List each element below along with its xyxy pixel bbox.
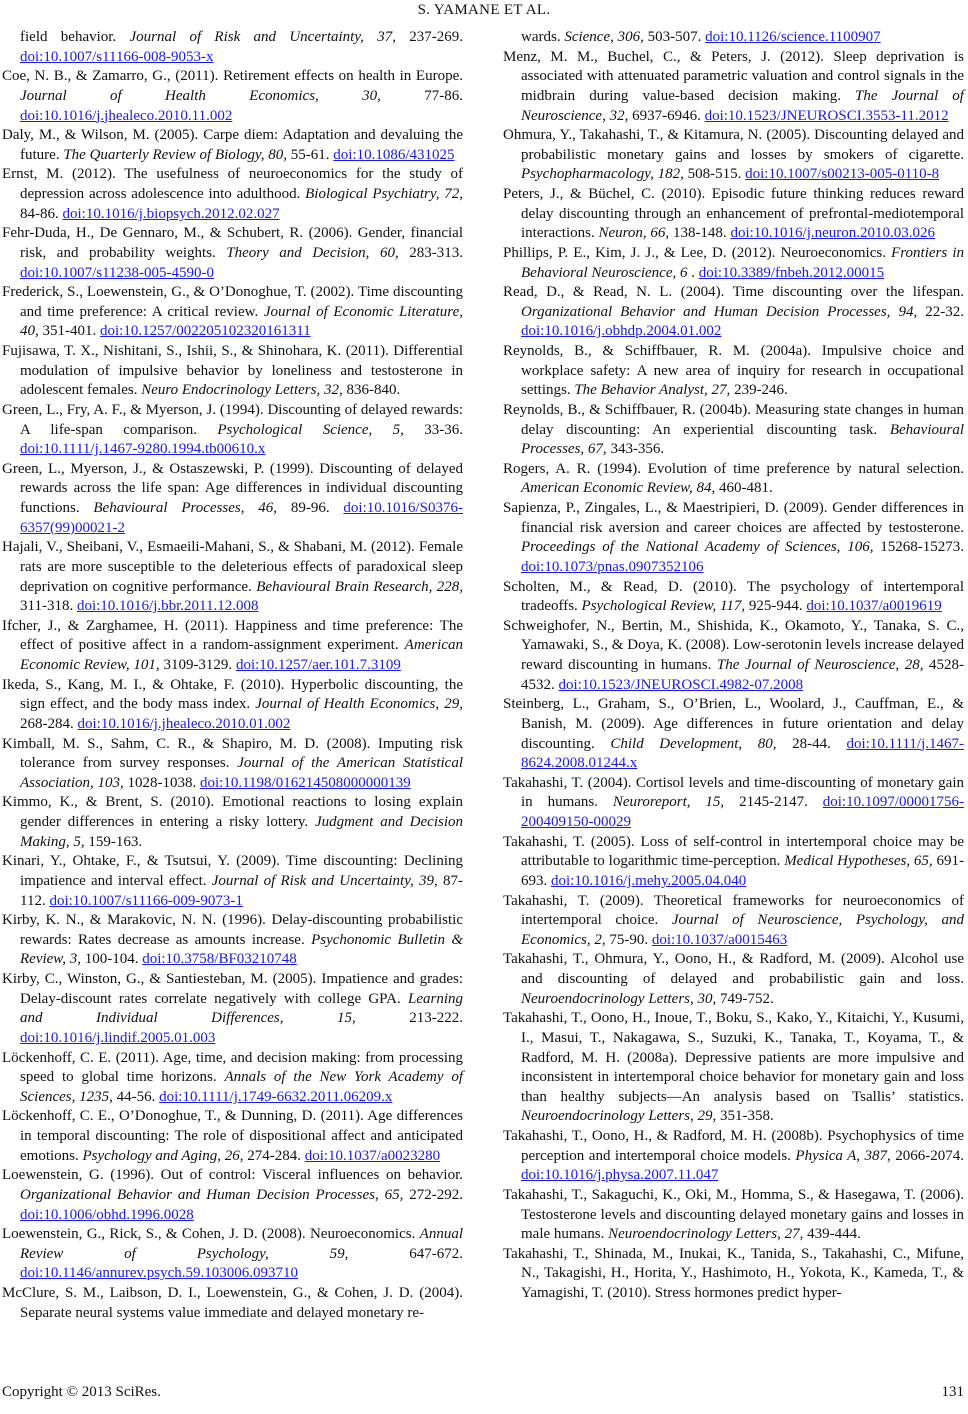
reference-entry: [503, 126, 964, 185]
reference-entry: [503, 578, 964, 617]
reference-text: 836-840.: [342, 382, 401, 399]
reference-text: Ikeda, S., Kang, M. I., & Ohtake, F. (2010). Hyperbolic discounting, the sign effect, and the body mass index.: [2, 676, 463, 713]
reference-text: Reynolds, B., & Schiffbauer, R. M. (2004a). Impulsive choice and workplace safety: A new area of inquiry for research in occupational settings.: [503, 343, 964, 399]
reference-text: 75-90.: [605, 931, 652, 948]
reference-text: wards.: [521, 29, 565, 45]
doi-link[interactable]: doi:10.1111/j.1467-8624.2008.01244.x: [521, 735, 964, 772]
reference-text: 311-318.: [20, 598, 77, 615]
doi-link[interactable]: doi:10.1097/00001756-200409150-00029: [521, 794, 964, 830]
reference-text: Takahashi, T., Oono, H., & Radford, M. H. (2008b). Psychophysics of time perception and intertemporal choice models.: [503, 1128, 964, 1164]
reference-text: Frederick, S., Loewenstein, G., & O’Donoghue, T. (2002). Time discounting and time preference: A critical review.: [2, 284, 463, 320]
reference-text: Loewenstein, G. (1996). Out of control: Visceral influences on behavior.: [2, 1167, 463, 1184]
reference-text: Daly, M., & Wilson, M. (2005). Carpe diem: Adaptation and devaluing the future.: [2, 127, 463, 163]
reference-entry: [2, 1166, 463, 1225]
reference-text: 138-148.: [669, 225, 731, 242]
reference-text: 6937-6946.: [628, 107, 705, 124]
journal-title: Physica A, 387,: [795, 1147, 891, 1164]
reference-text: Ifcher, J., & Zarghamee, H. (2011). Happiness and time preference: The effect of positive affect in a random-assignment experiment.: [2, 617, 463, 654]
reference-text: 2145-2147.: [724, 794, 823, 811]
reference-entry: [503, 244, 964, 283]
reference-text: 77-86.: [380, 87, 463, 104]
reference-entry: [503, 460, 964, 499]
doi-link[interactable]: doi:10.1126/science.1100907: [705, 29, 881, 45]
reference-text: Löckenhoff, C. E. (2011). Age, time, and decision making: from processing speed to global time horizons.: [2, 1049, 463, 1086]
journal-title: Journal of Neuroscience, Psychology, and Economics, 2,: [521, 912, 964, 948]
reference-entry: [503, 774, 964, 833]
reference-text: 1028-1038.: [123, 774, 200, 791]
journal-title: Psychological Review, 117,: [581, 598, 746, 615]
reference-entry: [2, 793, 463, 852]
doi-link[interactable]: doi:10.1523/JNEUROSCI.3553-11.2012: [704, 107, 949, 124]
reference-column-right: [503, 28, 964, 1304]
reference-text: Kirby, K. N., & Marakovic, N. N. (1996). Delay-discounting probabilistic rewards: Rates decrease as amounts increase.: [2, 912, 463, 948]
reference-text: Ernst, M. (2012). The usefulness of neuroeconomics for the study of depression across adolescence into adulthood.: [2, 166, 463, 202]
journal-title: Psychological Science, 5,: [217, 421, 404, 438]
reference-text: 508-515.: [683, 166, 746, 183]
reference-text: 749-752.: [716, 990, 774, 1007]
doi-link[interactable]: doi:10.1016/j.mehy.2005.04.040: [551, 872, 747, 889]
reference-entry: [2, 126, 463, 165]
journal-title: Journal of Economic Literature, 40,: [20, 303, 463, 340]
reference-text: 268-284.: [20, 715, 78, 732]
reference-text: 691-693.: [521, 853, 964, 889]
journal-title: Organizational Behavior and Human Decision Processes, 94,: [521, 303, 918, 320]
reference-text: Takahashi, T. (2005). Loss of self-control in intertemporal choice may be attributable to logarithmic time-perception.: [503, 833, 964, 870]
journal-title: Frontiers in Behavioral Neuroscience, 6: [521, 244, 965, 281]
reference-text: 22-32.: [917, 303, 964, 320]
doi-link[interactable]: doi:10.1037/a0023280: [304, 1147, 441, 1164]
reference-text: 4528-4532.: [521, 657, 965, 693]
reference-text: Reynolds, B., & Schiffbauer, R. (2004b). Measuring state changes in human delay discounting: An experiential discounting task.: [503, 401, 964, 438]
reference-text: Steinberg, L., Graham, S., O’Brien, L., Woolard, J., Cauffman, E., & Banish, M. (2009). Age differences in future orientation and delay discounting.: [503, 696, 964, 752]
doi-link[interactable]: doi:10.1016/j.jhealeco.2010.01.002: [77, 715, 291, 732]
reference-text: 87-112.: [20, 872, 463, 909]
journal-title: Science, 306,: [564, 29, 644, 45]
reference-entry: [2, 165, 463, 224]
journal-title: Journal of Risk and Uncertainty, 37,: [129, 29, 396, 45]
reference-text: Schweighofer, N., Bertin, M., Shishida, K., Okamoto, Y., Tanaka, S. C., Yamawaki, S., & Doya, K. (2008). Low-serotonin levels increase delayed reward discounting in humans.: [503, 617, 964, 673]
reference-text: 3109-3129.: [159, 657, 236, 673]
reference-entry: [503, 617, 964, 696]
reference-text: 55-61.: [287, 146, 334, 163]
reference-entry: [503, 950, 964, 1009]
reference-text: 84-86.: [20, 205, 63, 222]
doi-link[interactable]: doi:10.3758/BF03210748: [142, 951, 297, 968]
reference-text: Fehr-Duda, H., De Gennaro, M., & Schubert, R. (2006). Gender, financial risk, and probability weights.: [2, 225, 463, 261]
reference-entry: [2, 401, 463, 460]
journal-title: Medical Hypotheses, 65,: [784, 853, 933, 870]
reference-text: Fujisawa, T. X., Nishitani, S., Ishii, S., & Shinohara, K. (2011). Differential modulation of impulsive behavior by loneliness and testosterone in adolescent females.: [2, 343, 463, 399]
reference-text: 239-246.: [730, 382, 788, 399]
journal-title: Organizational Behavior and Human Decision Processes, 65,: [20, 1186, 404, 1203]
reference-entry: [503, 342, 964, 401]
reference-text: 925-944.: [745, 598, 807, 615]
journal-title: Journal of the American Statistical Association, 103,: [20, 755, 464, 791]
doi-link[interactable]: doi:10.1073/pnas.0907352106: [521, 558, 704, 575]
doi-link[interactable]: doi:10.1037/a0019619: [806, 598, 942, 615]
doi-link[interactable]: doi:10.1016/j.biopsych.2012.02.027: [62, 205, 280, 222]
doi-link[interactable]: doi:10.1016/j.obhdp.2004.01.002: [521, 323, 722, 340]
reference-entry: [503, 48, 964, 127]
journal-title: Behavioural Processes, 46,: [93, 500, 278, 516]
reference-entry: [2, 28, 463, 67]
reference-text: Sapienza, P., Zingales, L., & Maestripieri, D. (2009). Gender differences in financial risk aversion and career choices are affected by testosterone.: [503, 500, 964, 536]
reference-entry: [2, 911, 463, 970]
doi-link[interactable]: doi:10.1198/016214508000000139: [200, 774, 411, 791]
doi-link[interactable]: doi:10.1146/annurev.psych.59.103006.093710: [20, 1265, 299, 1282]
reference-text: Kirby, C., Winston, G., & Santiesteban, M. (2005). Impatience and grades: Delay-discount rates correlate negatively with college GPA.: [2, 971, 463, 1007]
journal-title: Neuroreport, 15,: [612, 794, 725, 811]
doi-link[interactable]: doi:10.1016/j.lindif.2005.01.003: [20, 1029, 216, 1046]
reference-text: .: [687, 264, 699, 281]
reference-text: Takahashi, T., Oono, H., Inoue, T., Boku, S., Kako, Y., Kitaichi, Y., Kusumi, I., Masui, T., Nakagawa, S., Suzuki, K., Tanaka, T., Koyama, T., & Radford, M. H. (2008a). Depressive patients are more impulsive and inconsistent in intertemporal choice behavior for monetary gain and loss than healthy subjects—An analysis based on Tsallis’ statistics.: [503, 1010, 964, 1105]
doi-link[interactable]: doi:10.1007/s00213-005-0110-8: [745, 166, 940, 183]
journal-title: Neuroendocrinology Letters, 30,: [521, 990, 717, 1007]
doi-link[interactable]: doi:10.1257/002205102320161311: [100, 323, 311, 340]
journal-title: American Economic Review, 101,: [20, 637, 463, 673]
running-header: S. YAMANE ET AL.: [417, 2, 551, 18]
journal-title: The Quarterly Review of Biology, 80,: [63, 146, 288, 163]
reference-entry: [503, 1127, 964, 1186]
journal-title: Journal of Health Economics, 29,: [255, 696, 463, 713]
reference-entry: [503, 499, 964, 578]
journal-title: Neuro Endocrinology Letters, 32,: [141, 382, 343, 399]
journal-title: Journal of Health Economics, 30,: [20, 87, 381, 104]
reference-text: 283-313.: [398, 244, 463, 261]
doi-link[interactable]: doi:10.1016/j.bbr.2011.12.008: [76, 598, 259, 615]
reference-text: Rogers, A. R. (1994). Evolution of time preference by natural selection.: [503, 460, 964, 477]
reference-text: Kinari, Y., Ohtake, F., & Tsutsui, Y. (2009). Time discounting: Declining impatience and interval effect.: [2, 853, 463, 889]
reference-entry: [2, 1107, 463, 1166]
reference-text: 100-104.: [80, 951, 143, 968]
reference-text: 343-356.: [606, 441, 665, 458]
reference-text: 351-401.: [38, 323, 100, 340]
reference-text: 237-269.: [395, 29, 463, 45]
doi-link[interactable]: doi:10.1016/j.neuron.2010.03.026: [730, 225, 936, 242]
reference-text: Green, L., Myerson, J., & Ostaszewski, P. (1999). Discounting of delayed rewards across the life span: Age differences in individual discounting functions.: [2, 460, 463, 516]
reference-entry: [2, 67, 463, 126]
doi-link[interactable]: doi:10.1016/j.jhealeco.2010.11.002: [20, 107, 233, 124]
reference-entry: [2, 970, 463, 1049]
reference-text: 439-444.: [803, 1226, 861, 1243]
reference-text: 503-507.: [643, 29, 706, 45]
journal-title: The Journal of Neuroscience, 28,: [716, 657, 924, 673]
reference-text: Kimball, M. S., Sahm, C. R., & Shapiro, M. D. (2008). Imputing risk tolerance from survey responses.: [2, 735, 463, 772]
reference-entry: [2, 460, 463, 539]
copyright-footer: Copyright © 2013 SciRes.: [2, 1384, 161, 1400]
doi-link[interactable]: doi:10.1111/j.1749-6632.2011.06209.x: [159, 1088, 393, 1105]
reference-entry: [503, 1245, 964, 1304]
reference-text: 33-36.: [403, 421, 463, 438]
reference-text: field behavior.: [20, 29, 130, 45]
doi-link[interactable]: doi:10.1037/a0015463: [651, 931, 788, 948]
page-number: 131: [941, 1384, 964, 1400]
reference-entry: [2, 735, 463, 794]
reference-entry: [503, 833, 964, 892]
reference-entry: [503, 401, 964, 460]
reference-text: Takahashi, T. (2009). Theoretical frameworks for neuroeconomics of intertemporal choice.: [503, 892, 964, 929]
journal-title: Behavioural Processes, 67,: [521, 421, 964, 458]
doi-link[interactable]: doi:10.1016/S0376-6357(99)00021-2: [20, 500, 463, 536]
reference-text: Read, D., & Read, N. L. (2004). Time discounting over the lifespan.: [503, 284, 964, 301]
reference-text: Kimmo, K., & Brent, S. (2010). Emotional reactions to losing explain gender differences in entering a risky lottery.: [2, 794, 463, 830]
doi-link[interactable]: doi:10.1016/j.physa.2007.11.047: [521, 1167, 719, 1184]
reference-text: Loewenstein, G., Rick, S., & Cohen, J. D. (2008). Neuroeconomics.: [2, 1226, 420, 1243]
reference-entry: [2, 617, 463, 676]
reference-entry: [503, 695, 964, 774]
reference-text: Menz, M. M., Buchel, C., & Peters, J. (2012). Sleep deprivation is associated with attenuated parametric valuation and control signals in the midbrain during value-based decision making.: [503, 48, 964, 104]
journal-title: Psychology and Aging, 26,: [82, 1147, 244, 1164]
reference-entry: [503, 1186, 964, 1245]
journal-title: American Economic Review, 84,: [521, 480, 716, 497]
reference-text: 272-292.: [403, 1186, 463, 1203]
journal-title: Annual Review of Psychology, 59,: [20, 1226, 463, 1262]
reference-text: Coe, N. B., & Zamarro, G., (2011). Retirement effects on health in Europe.: [2, 68, 463, 85]
reference-text: 647-672.: [348, 1245, 463, 1262]
reference-entry: [2, 1049, 463, 1108]
reference-text: 2066-2074.: [890, 1147, 965, 1164]
journal-title: Biological Psychiatry, 72,: [305, 186, 463, 202]
reference-text: 213-222.: [355, 1010, 463, 1027]
journal-title: Behavioural Brain Research, 228,: [256, 578, 464, 595]
reference-entry: [2, 1284, 463, 1323]
journal-title: The Journal of Neuroscience, 32,: [521, 87, 964, 124]
reference-entry: [503, 283, 964, 342]
doi-link[interactable]: doi:10.1007/s11166-008-9053-x: [20, 48, 214, 65]
reference-entry: [2, 224, 463, 283]
journal-title: Neuroendocrinology Letters, 27,: [608, 1226, 804, 1243]
reference-entry: [503, 28, 964, 48]
journal-title: The Behavior Analyst, 27,: [574, 382, 731, 399]
reference-entry: [503, 185, 964, 244]
reference-entry: [2, 852, 463, 911]
reference-text: 274-284.: [243, 1147, 305, 1164]
journal-title: Neuron, 66,: [598, 225, 670, 242]
reference-entry: [2, 342, 463, 401]
journal-title: Annals of the New York Academy of Sciences, 1235,: [20, 1069, 463, 1105]
reference-text: Ohmura, Y., Takahashi, T., & Kitamura, N. (2005). Discounting delayed and probabilistic monetary gains and losses by smokers of cigarette.: [503, 127, 964, 163]
journal-title: Journal of Risk and Uncertainty, 39,: [211, 872, 438, 889]
reference-entry: [2, 283, 463, 342]
doi-link[interactable]: doi:10.1111/j.1467-9280.1994.tb00610.x: [20, 441, 266, 458]
journal-title: Judgment and Decision Making, 5,: [20, 814, 463, 850]
doi-link[interactable]: doi:10.1523/JNEUROSCI.4982-07.2008: [558, 676, 804, 693]
reference-text: Takahashi, T., Sakaguchi, K., Oki, M., Homma, S., & Hasegawa, T. (2006). Testosterone levels and discounting delayed monetary gains and losses in male humans.: [503, 1186, 964, 1243]
reference-text: Takahashi, T., Shinada, M., Inukai, K., Tanida, S., Takahashi, C., Mifune, N., Takagishi, H., Horita, Y., Hashimoto, H., Yokota, K., Kameda, T., & Yamagishi, T. (2010). Stress hormones predict hyper-: [503, 1245, 964, 1301]
reference-entry: [2, 676, 463, 735]
reference-column-left: [2, 28, 463, 1323]
journal-title: Psychonomic Bulletin & Review, 3,: [20, 931, 463, 968]
reference-text: 351-358.: [716, 1108, 774, 1125]
reference-text: 159-163.: [84, 833, 143, 850]
reference-text: Takahashi, T. (2004). Cortisol levels and time-discounting of monetary gain in humans.: [503, 774, 964, 811]
reference-text: Phillips, P. E., Kim, J. J., & Lee, D. (2012). Neuroeconomics.: [503, 244, 892, 261]
journal-title: Proceedings of the National Academy of Sciences, 106,: [521, 539, 874, 556]
reference-entry: [503, 1009, 964, 1127]
doi-link[interactable]: doi:10.1006/obhd.1996.0028: [20, 1206, 194, 1223]
doi-link[interactable]: doi:10.1007/s11238-005-4590-0: [20, 264, 215, 281]
doi-link[interactable]: doi:10.1257/aer.101.7.3109: [235, 657, 401, 673]
reference-entry: [2, 538, 463, 617]
journal-title: Learning and Individual Differences, 15,: [20, 990, 463, 1027]
reference-text: 89-96.: [277, 500, 344, 516]
journal-title: Child Development, 80,: [610, 735, 777, 752]
reference-text: Scholten, M., & Read, D. (2010). The psychology of intertemporal tradeoffs.: [503, 578, 964, 615]
journal-title: Psychopharmacology, 182,: [521, 166, 684, 183]
reference-text: 15268-15273.: [873, 539, 965, 556]
doi-link[interactable]: doi:10.3389/fnbeh.2012.00015: [698, 264, 885, 281]
reference-entry: [2, 1225, 463, 1284]
reference-text: 28-44.: [776, 735, 847, 752]
reference-text: 44-56.: [112, 1088, 160, 1105]
reference-entry: [503, 892, 964, 951]
reference-text: Peters, J., & Büchel, C. (2010). Episodic future thinking reduces reward delay discounting through an enhancement of prefrontal-mediotemporal interactions.: [503, 186, 964, 242]
reference-text: Hajali, V., Sheibani, V., Esmaeili-Mahani, S., & Shabani, M. (2012). Female rats are more susceptible to the deleterious effects of paradoxical sleep deprivation on cognitive performance.: [2, 539, 463, 595]
reference-text: Takahashi, T., Ohmura, Y., Oono, H., & Radford, M. (2009). Alcohol use and discounting of delayed and probabilistic gain and loss.: [503, 951, 964, 987]
reference-text: Löckenhoff, C. E., O’Donoghue, T., & Dunning, D. (2011). Age differences in temporal discounting: The role of dispositional affect and anticipated emotions.: [2, 1108, 463, 1164]
doi-link[interactable]: doi:10.1007/s11166-009-9073-1: [49, 892, 243, 909]
reference-text: Green, L., Fry, A. F., & Myerson, J. (1994). Discounting of delayed rewards: A life-span comparison.: [2, 401, 463, 438]
journal-title: Neuroendocrinology Letters, 29,: [521, 1108, 717, 1125]
doi-link[interactable]: doi:10.1086/431025: [333, 146, 455, 163]
journal-title: Theory and Decision, 60,: [226, 244, 399, 261]
reference-text: McClure, S. M., Laibson, D. I., Loewenstein, G., & Cohen, J. D. (2004). Separate neural systems value immediate and delayed monetary re-: [2, 1285, 463, 1321]
reference-text: 460-481.: [715, 480, 773, 497]
